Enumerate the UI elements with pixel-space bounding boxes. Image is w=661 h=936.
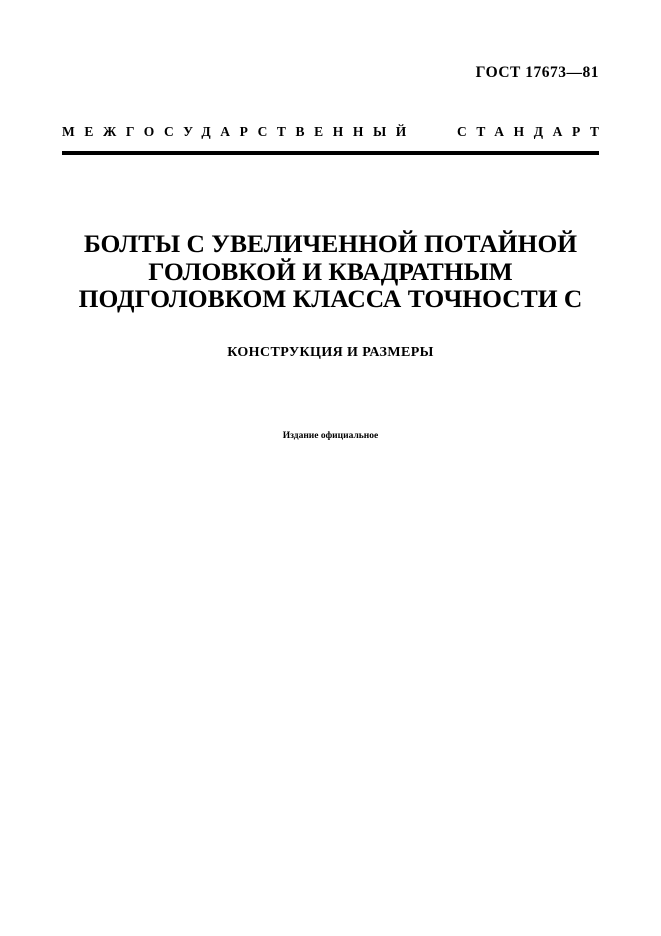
standard-type-line xyxy=(62,124,609,140)
edition-note: Издание официальное xyxy=(282,431,379,441)
standard-type-left: МЕЖГОСУДАРСТВЕННЫЙ xyxy=(62,124,416,139)
document-number: ГОСТ 17673—81 xyxy=(475,64,599,81)
document-title: БОЛТЫ С УВЕЛИЧЕННОЙ ПОТАЙНОЙ ГОЛОВКОЙ И КВАДРАТНЫМ ПОДГОЛОВКОМ КЛАССА ТОЧНОСТИ С xyxy=(78,229,583,313)
document-subtitle: КОНСТРУКЦИЯ И РАЗМЕРЫ xyxy=(227,345,434,360)
header-divider xyxy=(62,151,599,155)
standard-type-right: СТАНДАРТ xyxy=(457,124,609,139)
